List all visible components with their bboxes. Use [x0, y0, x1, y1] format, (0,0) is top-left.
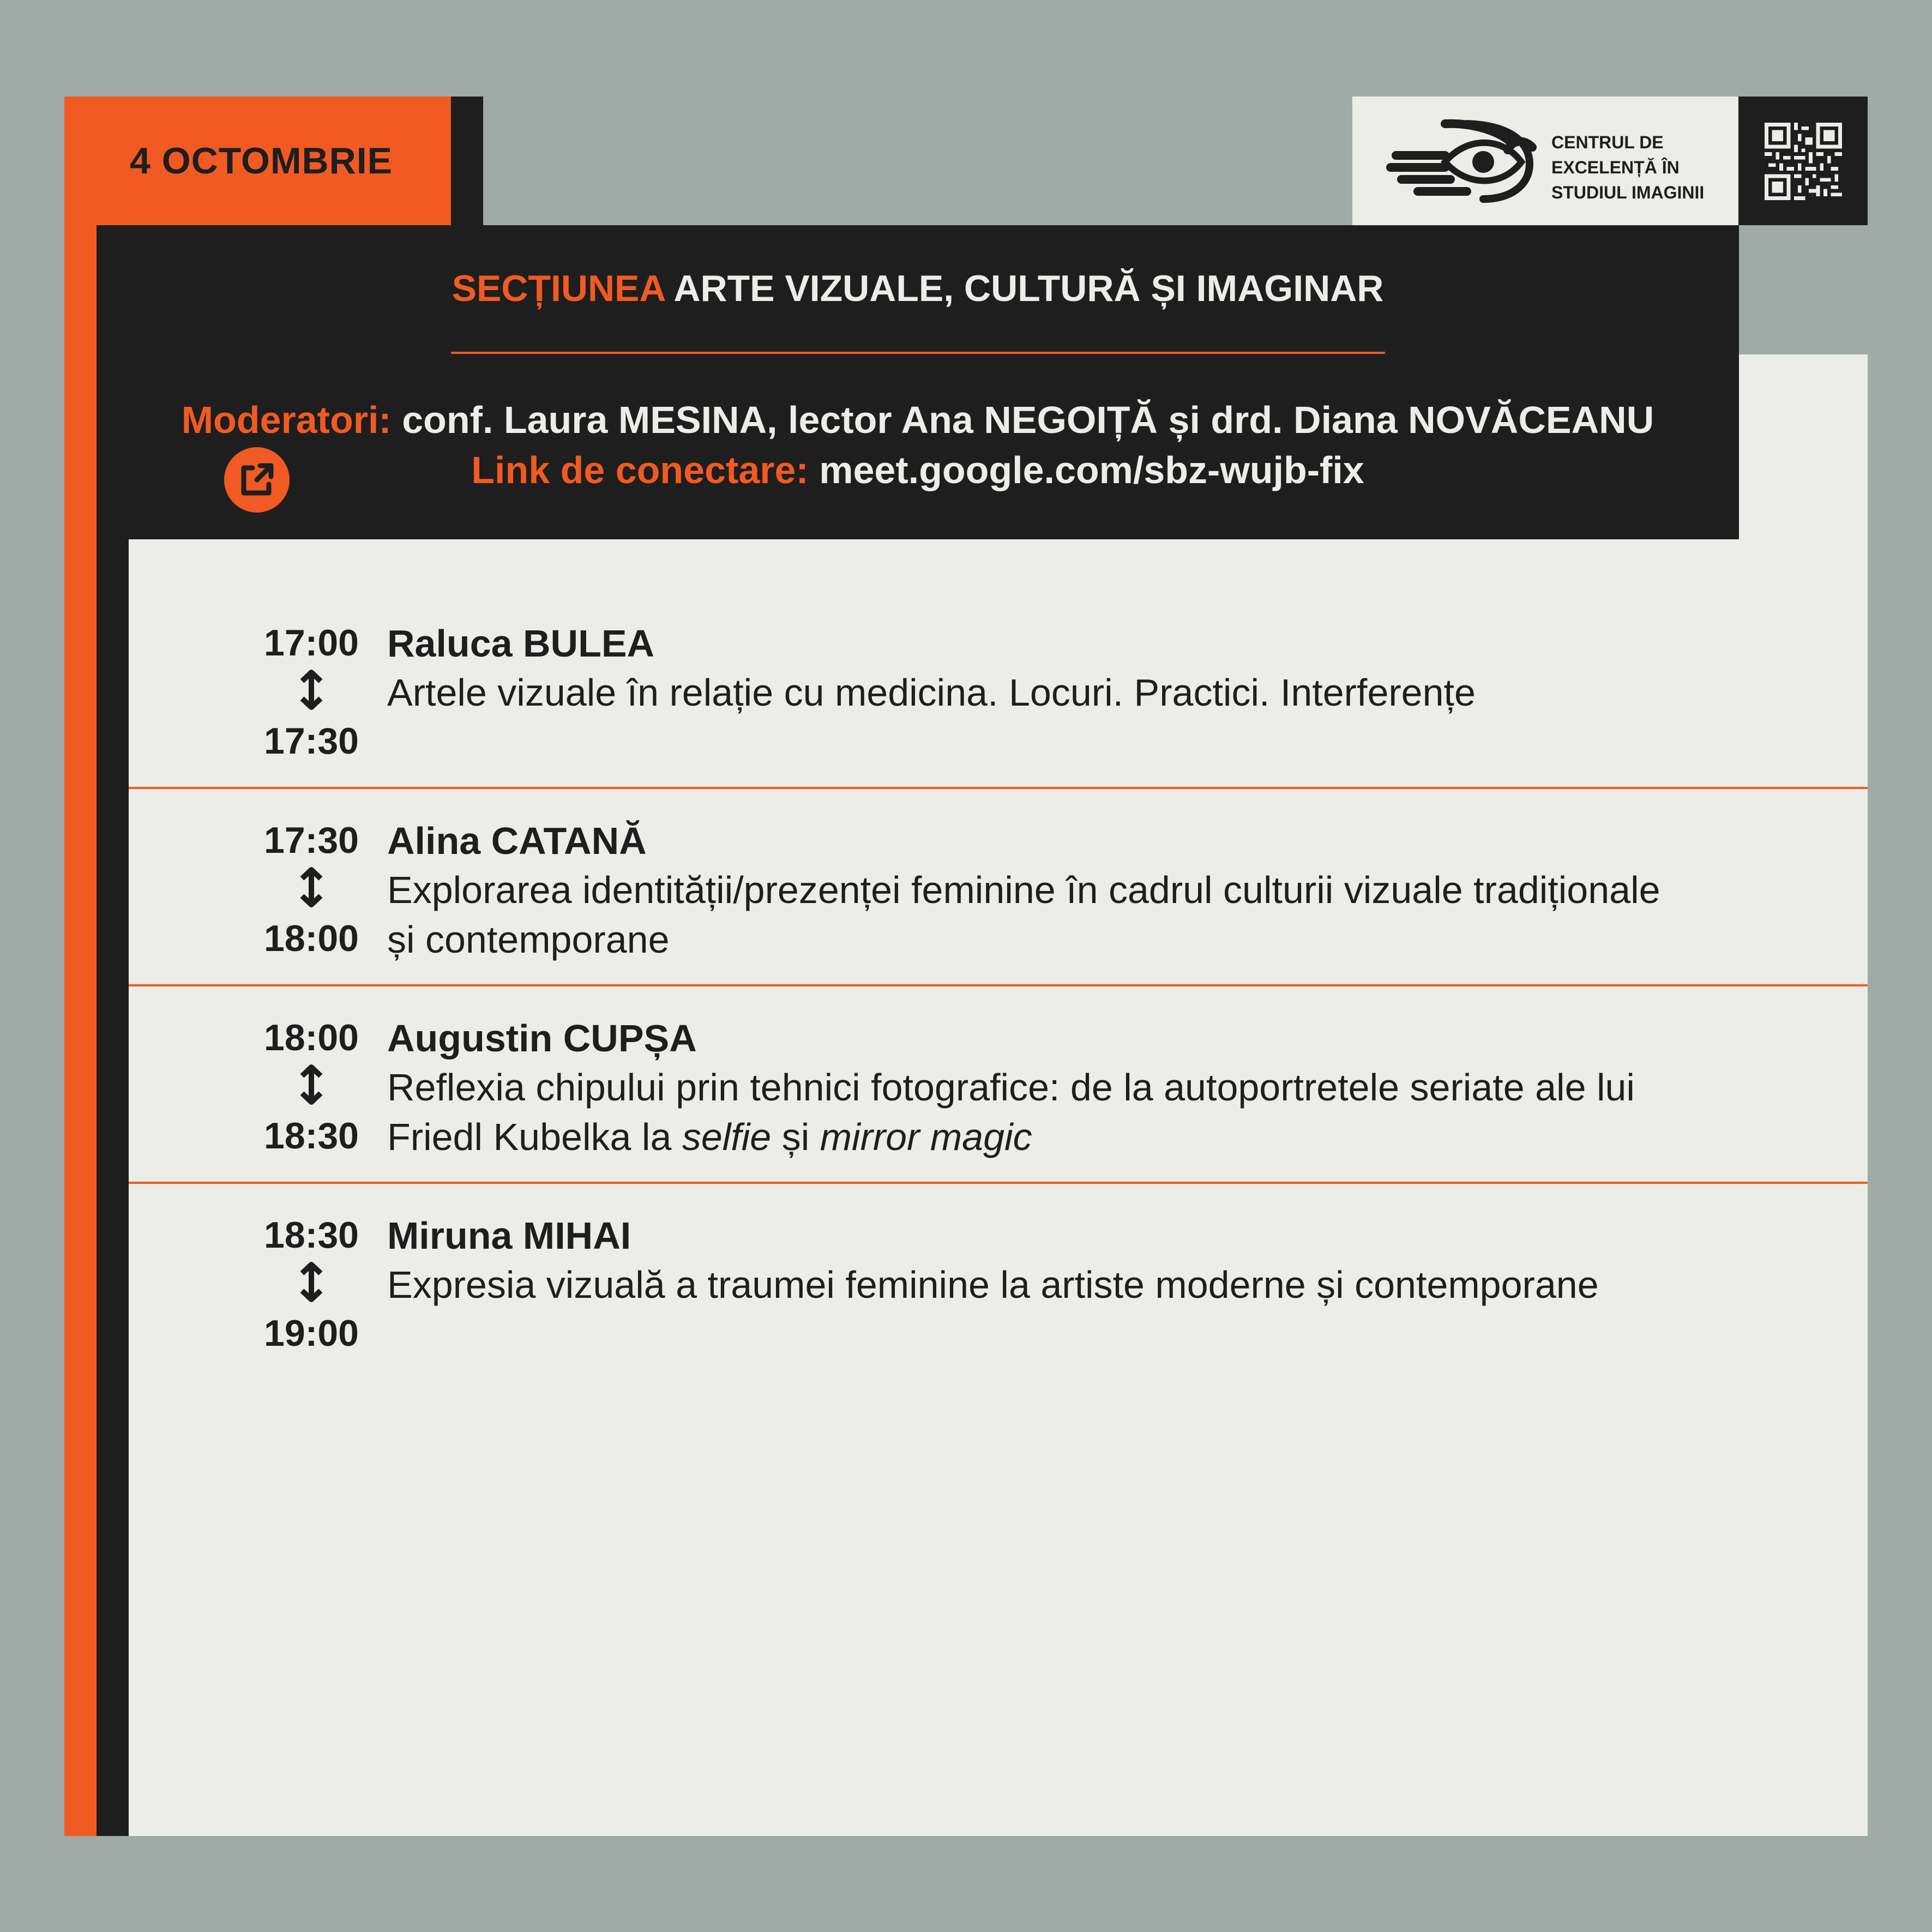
- end-time: 18:00: [264, 918, 359, 959]
- talk-title: [387, 1260, 1827, 1310]
- section-title-prefix: SECȚIUNEA: [452, 268, 665, 309]
- title-divider: [451, 352, 1385, 354]
- speaker-name: Raluca BULEA: [387, 622, 655, 665]
- schedule-row: [129, 592, 1868, 789]
- schedule-row: [129, 1184, 1868, 1381]
- talk-title-line: Artele vizuale în relație cu medicina. Locuri. Practici. Interferențe: [387, 671, 1476, 714]
- talk-title-line: și contemporane: [387, 918, 670, 961]
- talk-title-text: Friedl Kubelka la: [387, 1116, 682, 1158]
- talk-title-text: și: [771, 1116, 820, 1158]
- talk-title-line: Reflexia chipului prin tehnici fotografice: de la autoportretele seriate ale lui: [387, 1066, 1635, 1109]
- meeting-link[interactable]: meet.google.com/sbz-wujb-fix: [819, 449, 1364, 491]
- logo-text: [1551, 130, 1731, 205]
- up-down-arrow-icon: [292, 1260, 330, 1304]
- speaker-name: Miruna MIHAI: [387, 1214, 631, 1257]
- end-time: 17:30: [264, 720, 359, 762]
- moderators-line: [97, 398, 1739, 442]
- talk-title: [387, 1063, 1827, 1162]
- qr-code-icon[interactable]: [1765, 123, 1842, 200]
- logo-text-line: EXCELENȚĂ ÎN: [1551, 158, 1680, 177]
- up-down-arrow-icon: [292, 668, 330, 712]
- section-title-text: ARTE VIZUALE, CULTURĂ ȘI IMAGINAR: [673, 268, 1384, 309]
- schedule-row: [129, 986, 1868, 1184]
- talk-title-italic: selfie: [682, 1116, 772, 1158]
- talk-title-line: Expresia vizuală a traumei feminine la artiste moderne și contemporane: [387, 1263, 1599, 1306]
- up-down-arrow-icon: [292, 1063, 330, 1106]
- talk-title: [387, 865, 1827, 965]
- up-down-arrow-icon: [292, 865, 330, 909]
- end-time: 18:30: [264, 1115, 359, 1157]
- start-time: 17:30: [264, 820, 359, 861]
- hand-eye-logo-icon: [1385, 117, 1549, 204]
- start-time: 18:00: [264, 1017, 359, 1058]
- talk-title-line: [387, 1112, 1827, 1162]
- start-time: 18:30: [264, 1214, 359, 1256]
- start-time: 17:00: [264, 622, 359, 664]
- section-title: [97, 267, 1739, 310]
- moderators-names: conf. Laura MESINA, lector Ana NEGOIȚĂ și drd. Diana NOVĂCEANU: [402, 399, 1654, 441]
- schedule-row: [129, 789, 1868, 986]
- talk-title: [387, 668, 1827, 718]
- end-time: 19:00: [264, 1313, 359, 1354]
- moderators-label: Moderatori:: [181, 399, 392, 441]
- speaker-name: Alina CATANĂ: [387, 820, 647, 862]
- date-label: 4 OCTOMBRIE: [64, 97, 451, 225]
- talk-title-italic: mirror magic: [820, 1116, 1032, 1158]
- link-label: Link de conectare:: [471, 449, 809, 491]
- logo-text-line: CENTRUL DE: [1551, 133, 1664, 152]
- speaker-name: Augustin CUPȘA: [387, 1017, 697, 1060]
- talk-title-line: Explorarea identității/prezenței feminine în cadrul culturii vizuale tradiționale: [387, 869, 1660, 911]
- logo-text-line: STUDIUL IMAGINII: [1551, 183, 1705, 202]
- connection-link-line: [97, 448, 1739, 492]
